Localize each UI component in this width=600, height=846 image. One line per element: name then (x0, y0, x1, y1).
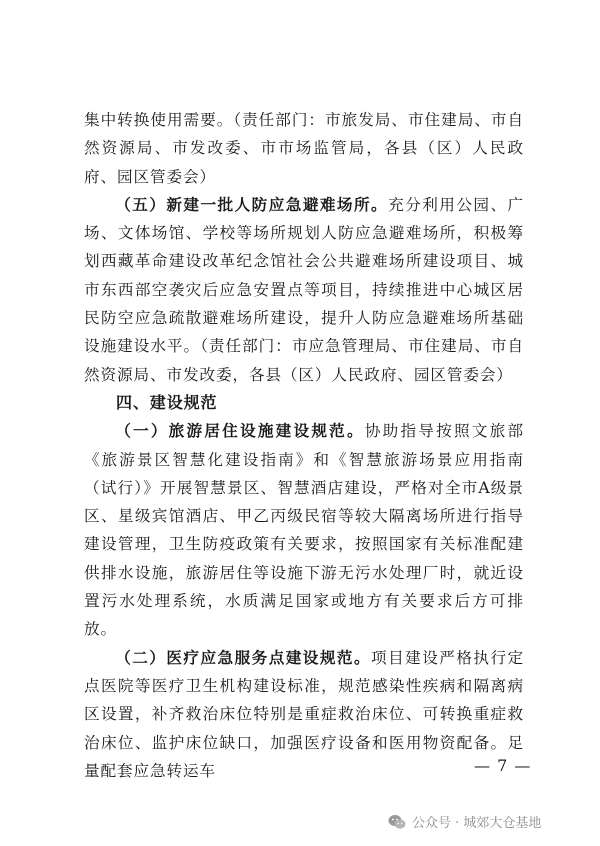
paragraph-item-2 (84, 644, 524, 785)
item-5-body: 充分利用公园、广场、文体场馆、学校等场所规划人防应急避难场所，积极筹划西藏革命建设改革纪念馆社会公共避难场所建设项目、城市东西部空袭灾后应急安置点等项目，持续推进中心城区居民防空应急疏散避难场所建设，提升人防应急避难场所基础设施建设水平。（责任部门：市应急管理局、市住建局、市自然资源局、市发改委，各县（区）人民政府、园区管委会） (84, 195, 525, 384)
document-body (84, 106, 524, 785)
wechat-icon (388, 814, 406, 830)
paragraph-continuation: 集中转换使用需要。（责任部门：市旅发局、市住建局、市自然资源局、市发改委、市市场监管局，各县（区）人民政府、园区管委会） (84, 111, 524, 186)
item-1-title: （一）旅游居住设施建设规范。 (115, 421, 365, 441)
watermark-text: 公众号 · 城郊大仓基地 (412, 816, 542, 831)
paragraph-item-5 (84, 191, 524, 389)
item-2-title: （二）医疗应急服务点建设规范。 (115, 647, 372, 667)
item-2-body: 项目建设严格执行定点医院等医疗卫生机构建设标准，规范感染性疾病和隔离病区设置，补齐救治床位特别是重症救治床位、可转换重症救治床位、监护床位缺口，加强医疗设备和医用物资配备。足量配套应急转运车 (84, 648, 524, 780)
section-heading: 四、建设规范 (116, 392, 218, 412)
watermark (388, 812, 541, 831)
item-1-body: 协助指导按照文旅部《旅游景区智慧化建设指南》和《智慧旅游场景应用指南（试行）》开展智慧景区、智慧酒店建设，严格对全市A级景区、星级宾馆酒店、甲乙丙级民宿等较大隔离场所进行指导建设管理，卫生防疫政策有关要求，按照国家有关标准配建供排水设施，旅游居住等设施下游无污水处理厂时，就近设置污水处理系统，水质满足国家或地方有关要求后方可排放。 (84, 422, 524, 639)
page-number: — 7 — (474, 756, 532, 775)
paragraph-item-1 (84, 417, 524, 643)
item-5-title: （五）新建一批人防应急避难场所。 (115, 194, 389, 214)
